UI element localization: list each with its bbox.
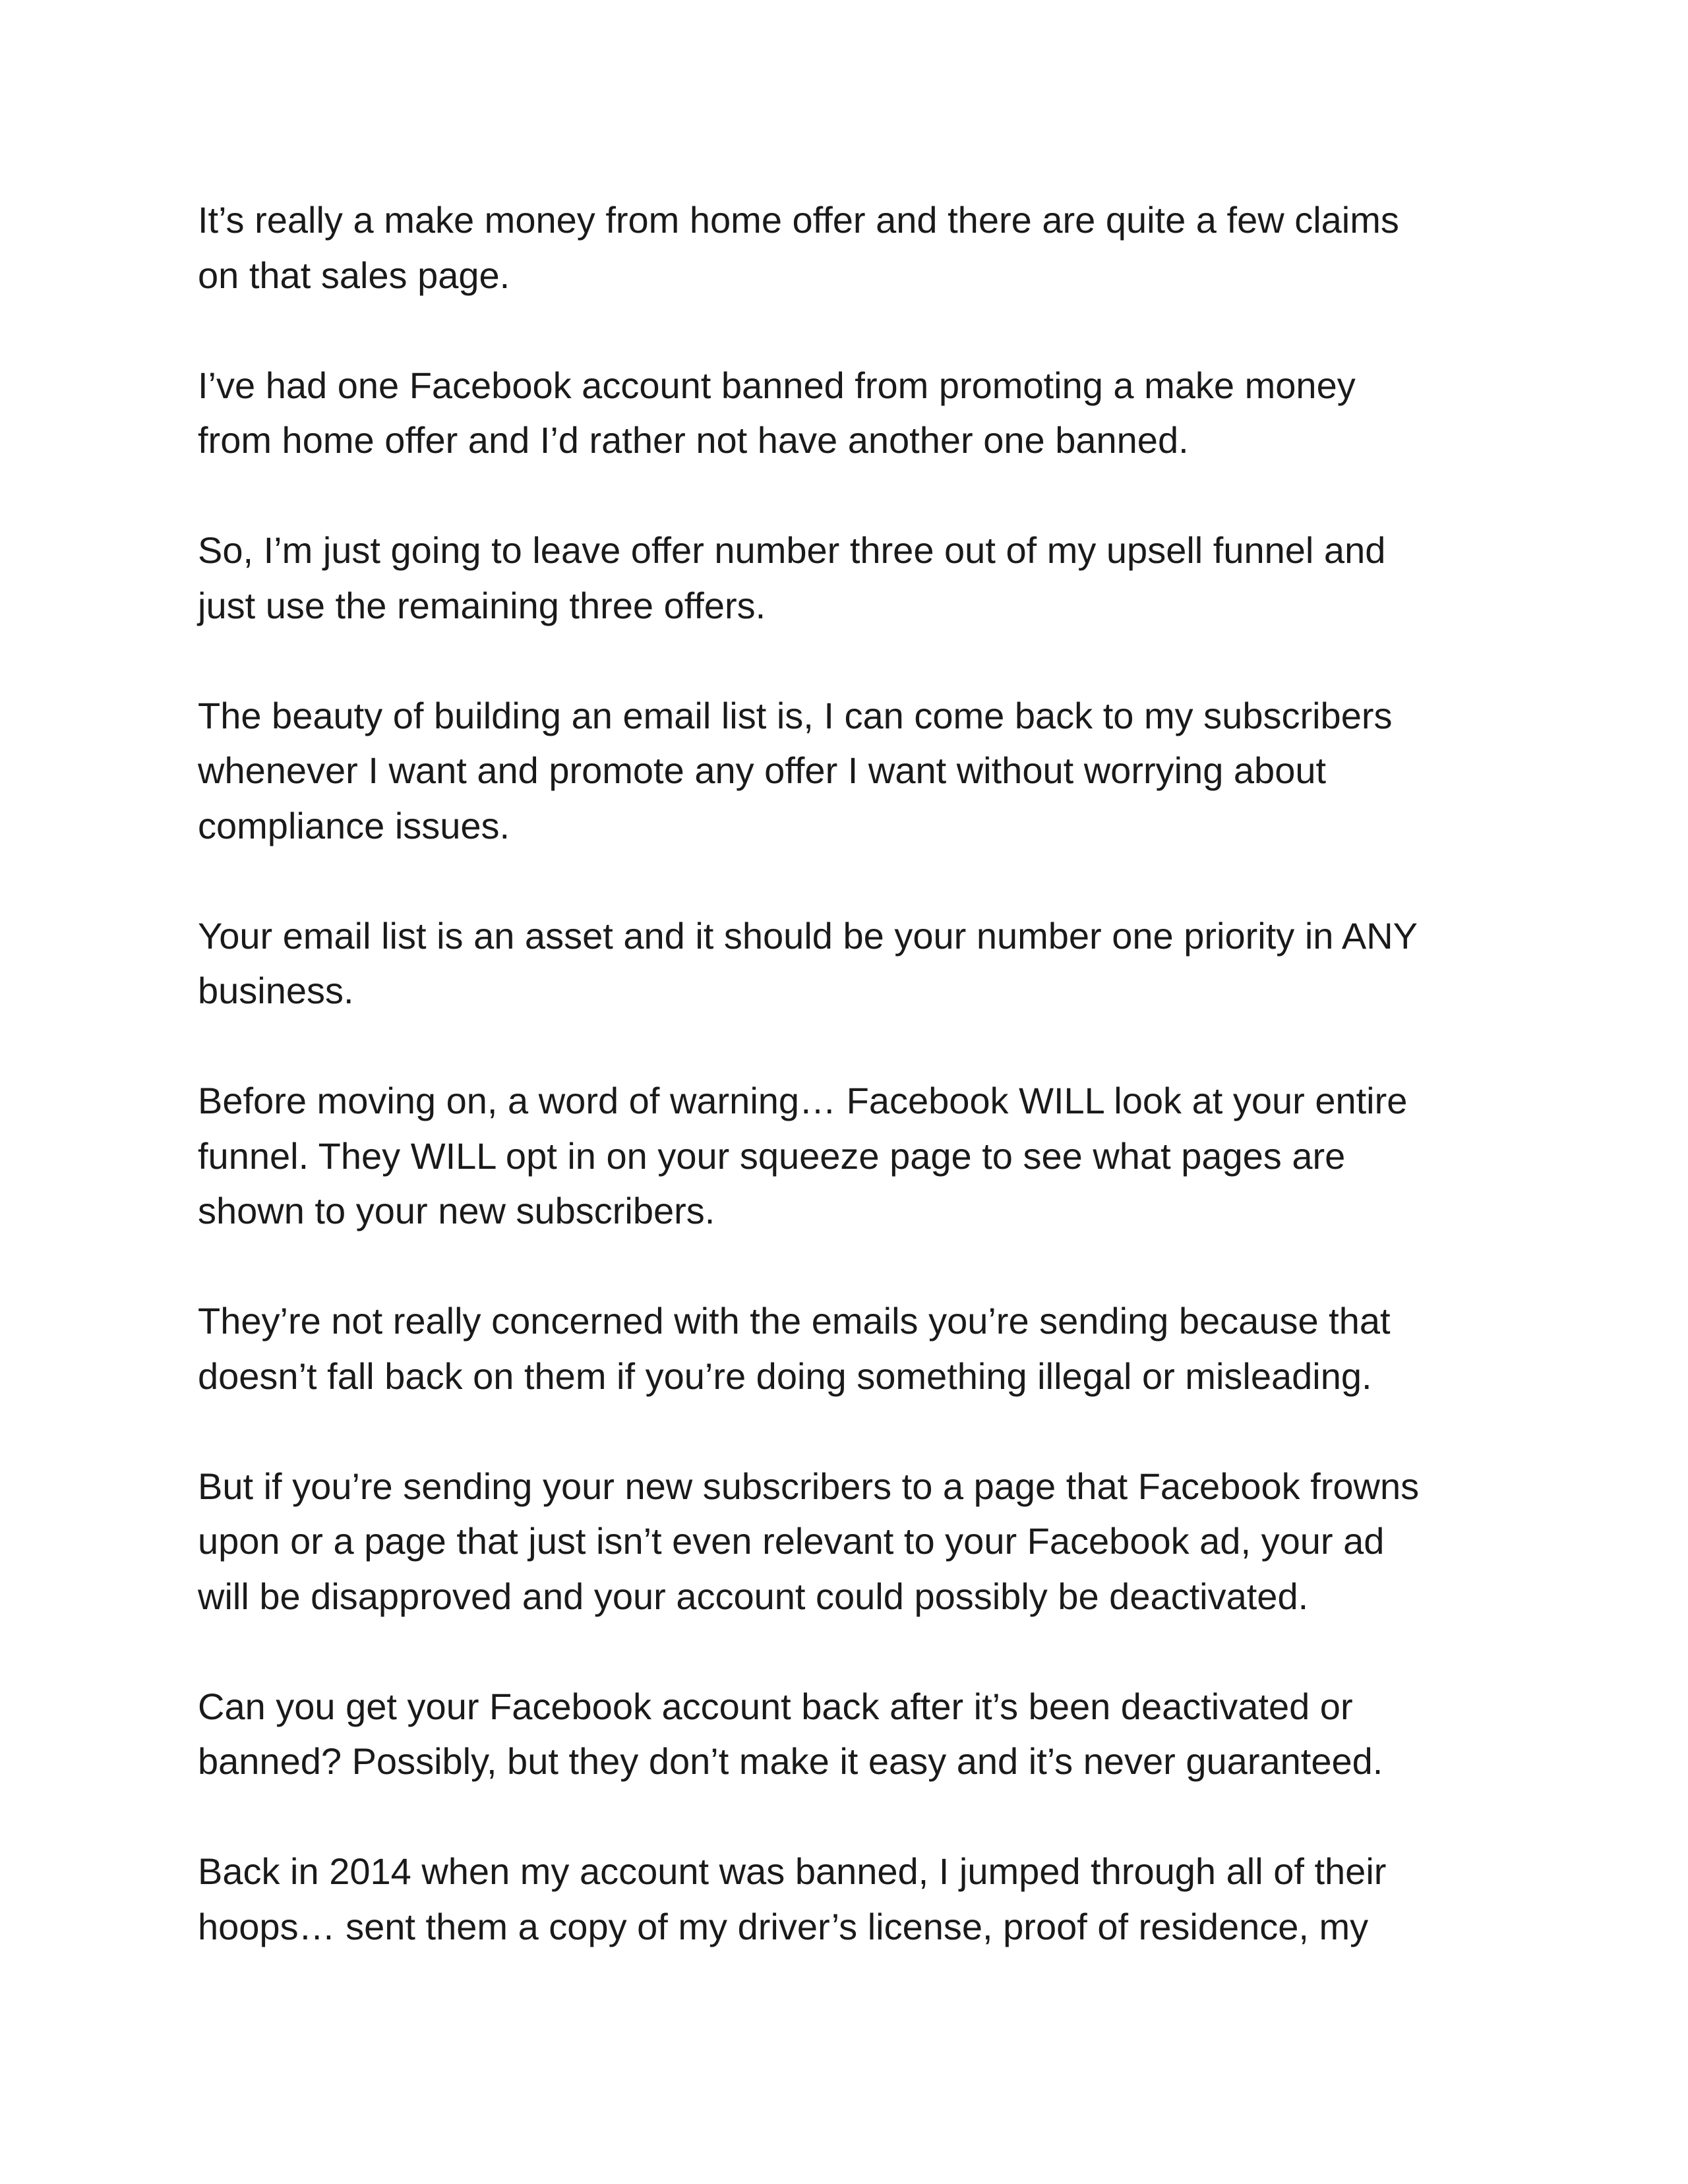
paragraph: It’s really a make money from home offer and there are quite a few claims on that sales page. [198,199,1399,296]
document-body [198,192,1510,2009]
paragraph: Before moving on, a word of warning… Facebook WILL look at your entire funnel. They WILL opt in on your squeeze page to see what pages are shown to your new subscribers. [198,1080,1408,1231]
paragraph: Back in 2014 when my account was banned, I jumped through all of their hoops… sent them a copy of my driver’s license, proof of residence, my [198,1850,1387,1947]
paragraph: They’re not really concerned with the emails you’re sending because that doesn’t fall back on them if you’re doing something illegal or misleading. [198,1300,1391,1397]
paragraph: I’ve had one Facebook account banned from promoting a make money from home offer and I’d rather not have another one banned. [198,364,1356,461]
paragraph: But if you’re sending your new subscribers to a page that Facebook frowns upon or a page that just isn’t even relevant to your Facebook ad, your ad will be disapproved and your account could possibly be deactivated. [198,1465,1420,1617]
paragraph: Can you get your Facebook account back after it’s been deactivated or banned? Possibly, but they don’t make it easy and it’s never guaranteed. [198,1685,1383,1782]
paragraph: The beauty of building an email list is, I can come back to my subscribers whenever I want and promote any offer I want without worrying about compliance issues. [198,694,1393,846]
paragraph: So, I’m just going to leave offer number three out of my upsell funnel and just use the remaining three offers. [198,529,1386,626]
paragraph: Your email list is an asset and it should be your number one priority in ANY business. [198,914,1418,1011]
